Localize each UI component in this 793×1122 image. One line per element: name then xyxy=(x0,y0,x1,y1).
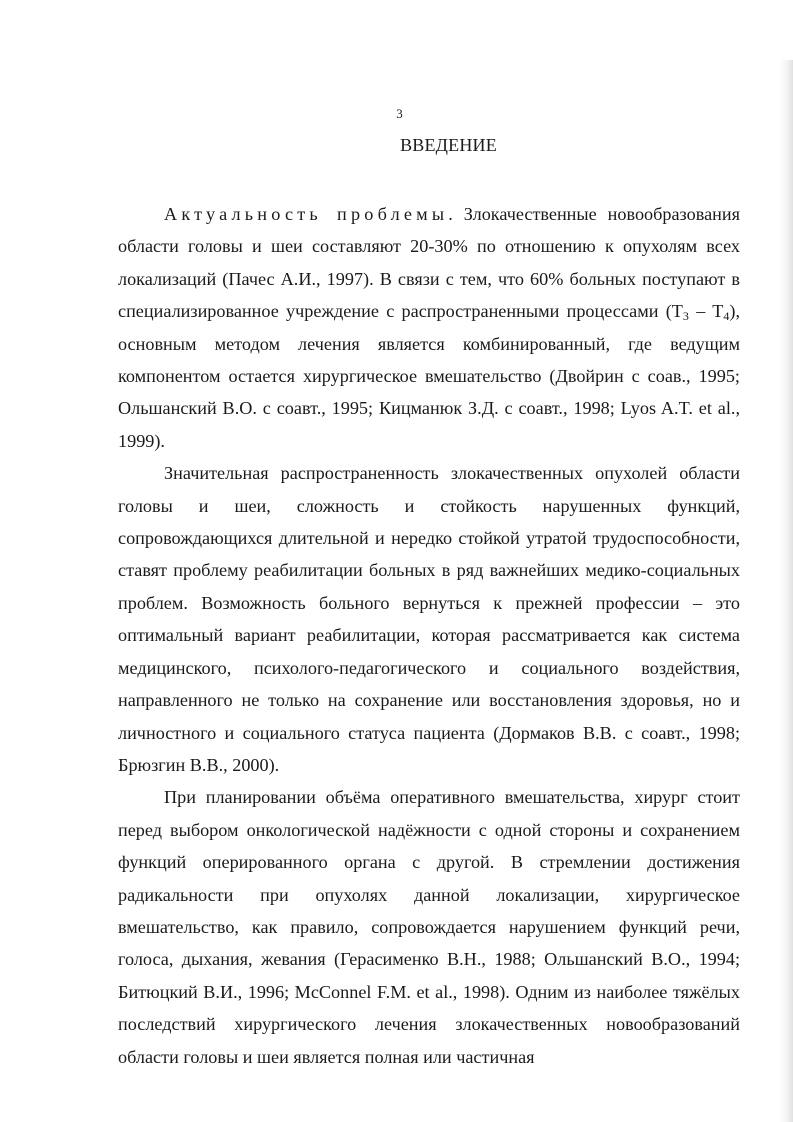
page-number: 3 xyxy=(396,106,403,121)
paragraph-text: ), основным методом лечения является комбинированный, где ведущим компонентом остается хирургическое вмешательство (Двойрин с соав., 1995; Ольшанский В.О. с соавт., 1995; Кицманюк З.Д. с соавт., 1998; Lyos A.T. et al., 1999). xyxy=(118,301,740,451)
subscript: 3 xyxy=(682,309,689,324)
section-heading: ВВЕДЕНИЕ xyxy=(400,135,497,155)
body-text xyxy=(118,198,740,1073)
paragraph-lead-term: Актуальность проблемы xyxy=(164,204,449,224)
paragraph-prevalence: Значительная распространенность злокачественных опухолей области головы и шеи, сложность и стойкость нарушенных функций, сопровождающихся длительной и нередко стойкой утратой трудоспособности, ставят проблему реабилитации больных в ряд важнейших медико-социальных проблем. Возможность больного вернуться к прежней профессии – это оптимальный вариант реабилитации, которая рассматривается как система медицинского, психолого-педагогического и социального воздействия, направленного не только на сохранение или восстановления здоровья, но и личностного и социального статуса пациента (Дормаков В.В. с соавт., 1998; Брюзгин В.В., 2000). xyxy=(118,463,740,775)
paragraph-surgery-planning: При планировании объёма оперативного вмешательства, хирург стоит перед выбором онкологической надёжности с одной стороны и сохранением функций оперированного органа с другой. В стремлении достижения радикальности при опухолях данной локализации, хирургическое вмешательство, как правило, сопровождается нарушением функций речи, голоса, дыхания, жевания (Герасименко В.Н., 1988; Ольшанский В.О., 1994; Битюцкий В.И., 1996; McConnel F.M. et al., 1998). Одним из наиболее тяжёлых последствий хирургического лечения злокачественных новообразований области головы и шеи является полная или частичная xyxy=(118,787,740,1067)
scan-edge-shadow xyxy=(779,60,793,1122)
paragraph-text: – T xyxy=(688,301,724,322)
subscript: 4 xyxy=(723,309,730,324)
paragraph-text: . Злокачественные новообразования области головы и шеи составляют 20-30% по отношению к опухолям всех локализаций (Пачес А.И., 1997). В связи с тем, что 60% больных поступают в специализированное учреждение с распространенными процессами (T xyxy=(118,204,740,322)
paragraph-relevance xyxy=(118,198,740,457)
